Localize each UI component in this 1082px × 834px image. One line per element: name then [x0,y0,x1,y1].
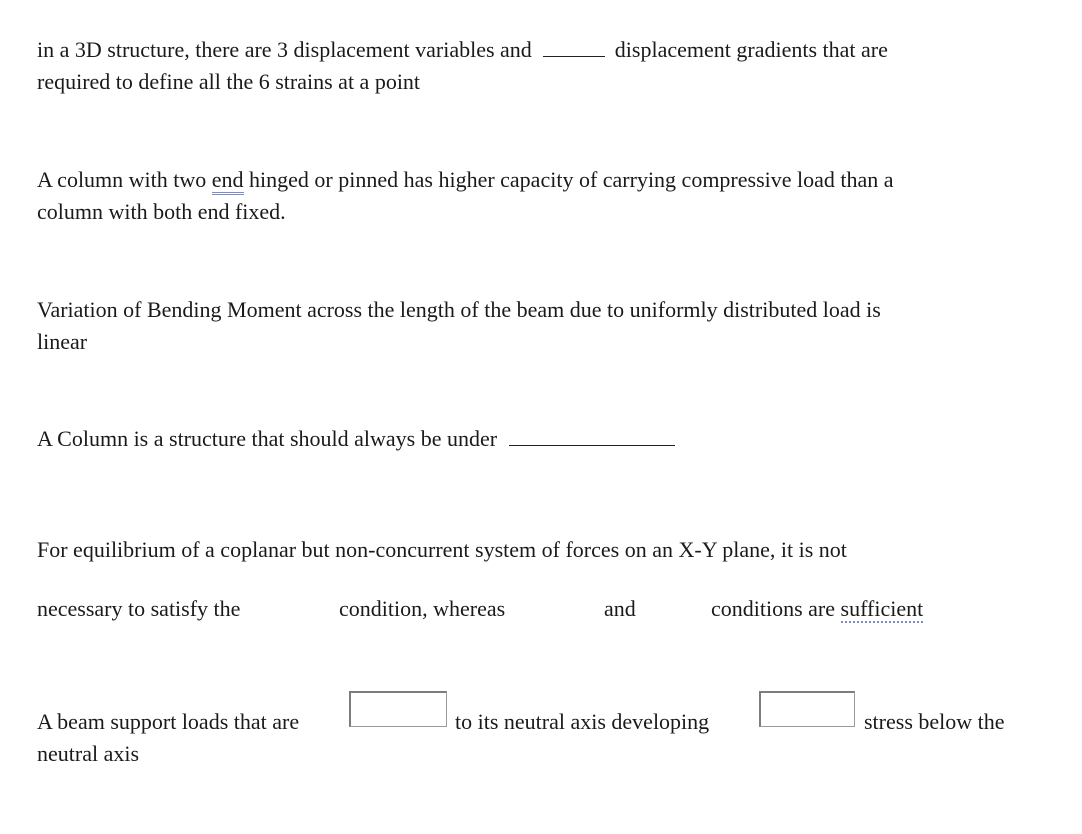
q2-text-line2: column with both end fixed. [37,199,286,224]
q2-text-part2: hinged or pinned has higher capacity of carrying compressive load than a [249,167,894,192]
q6-text-line2: neutral axis [37,741,140,766]
q5-text-seg3: and [604,596,636,621]
q5-underlined-word: sufficient [840,596,924,621]
question-2-line-1 [37,164,894,196]
q1-text-part1: in a 3D structure, there are 3 displacement variables and [37,37,532,62]
q6-answer-box-2[interactable] [759,691,855,727]
q2-text-part1: A column with two [37,167,207,192]
q5-text-seg4-group [711,593,923,625]
q3-text-line1: Variation of Bending Moment across the length of the beam due to uniformly distributed load is [37,297,881,322]
q1-blank [543,34,605,57]
q5-text-line1: For equilibrium of a coplanar but non-concurrent system of forces on an X-Y plane, it is not [37,537,847,562]
q4-text: A Column is a structure that should always be under [37,426,498,451]
q5-text-seg1: necessary to satisfy the [37,596,241,621]
q6-text-seg3: stress below the [864,709,1005,734]
q5-text-seg2: condition, whereas [339,596,506,621]
q1-text-line2: required to define all the 6 strains at a point [37,69,421,94]
q4-blank [509,423,675,446]
q6-text-seg1: A beam support loads that are [37,709,300,734]
question-1-line-1 [37,34,888,66]
q3-text-line2: linear [37,329,88,354]
q6-text-seg2: to its neutral axis developing [455,709,710,734]
q5-text-seg4: conditions are [711,596,836,621]
q2-underlined-word: end [212,167,244,195]
question-4-line [37,423,675,455]
q1-text-part2: displacement gradients that are [614,37,888,62]
q6-answer-box-1[interactable] [349,691,447,727]
